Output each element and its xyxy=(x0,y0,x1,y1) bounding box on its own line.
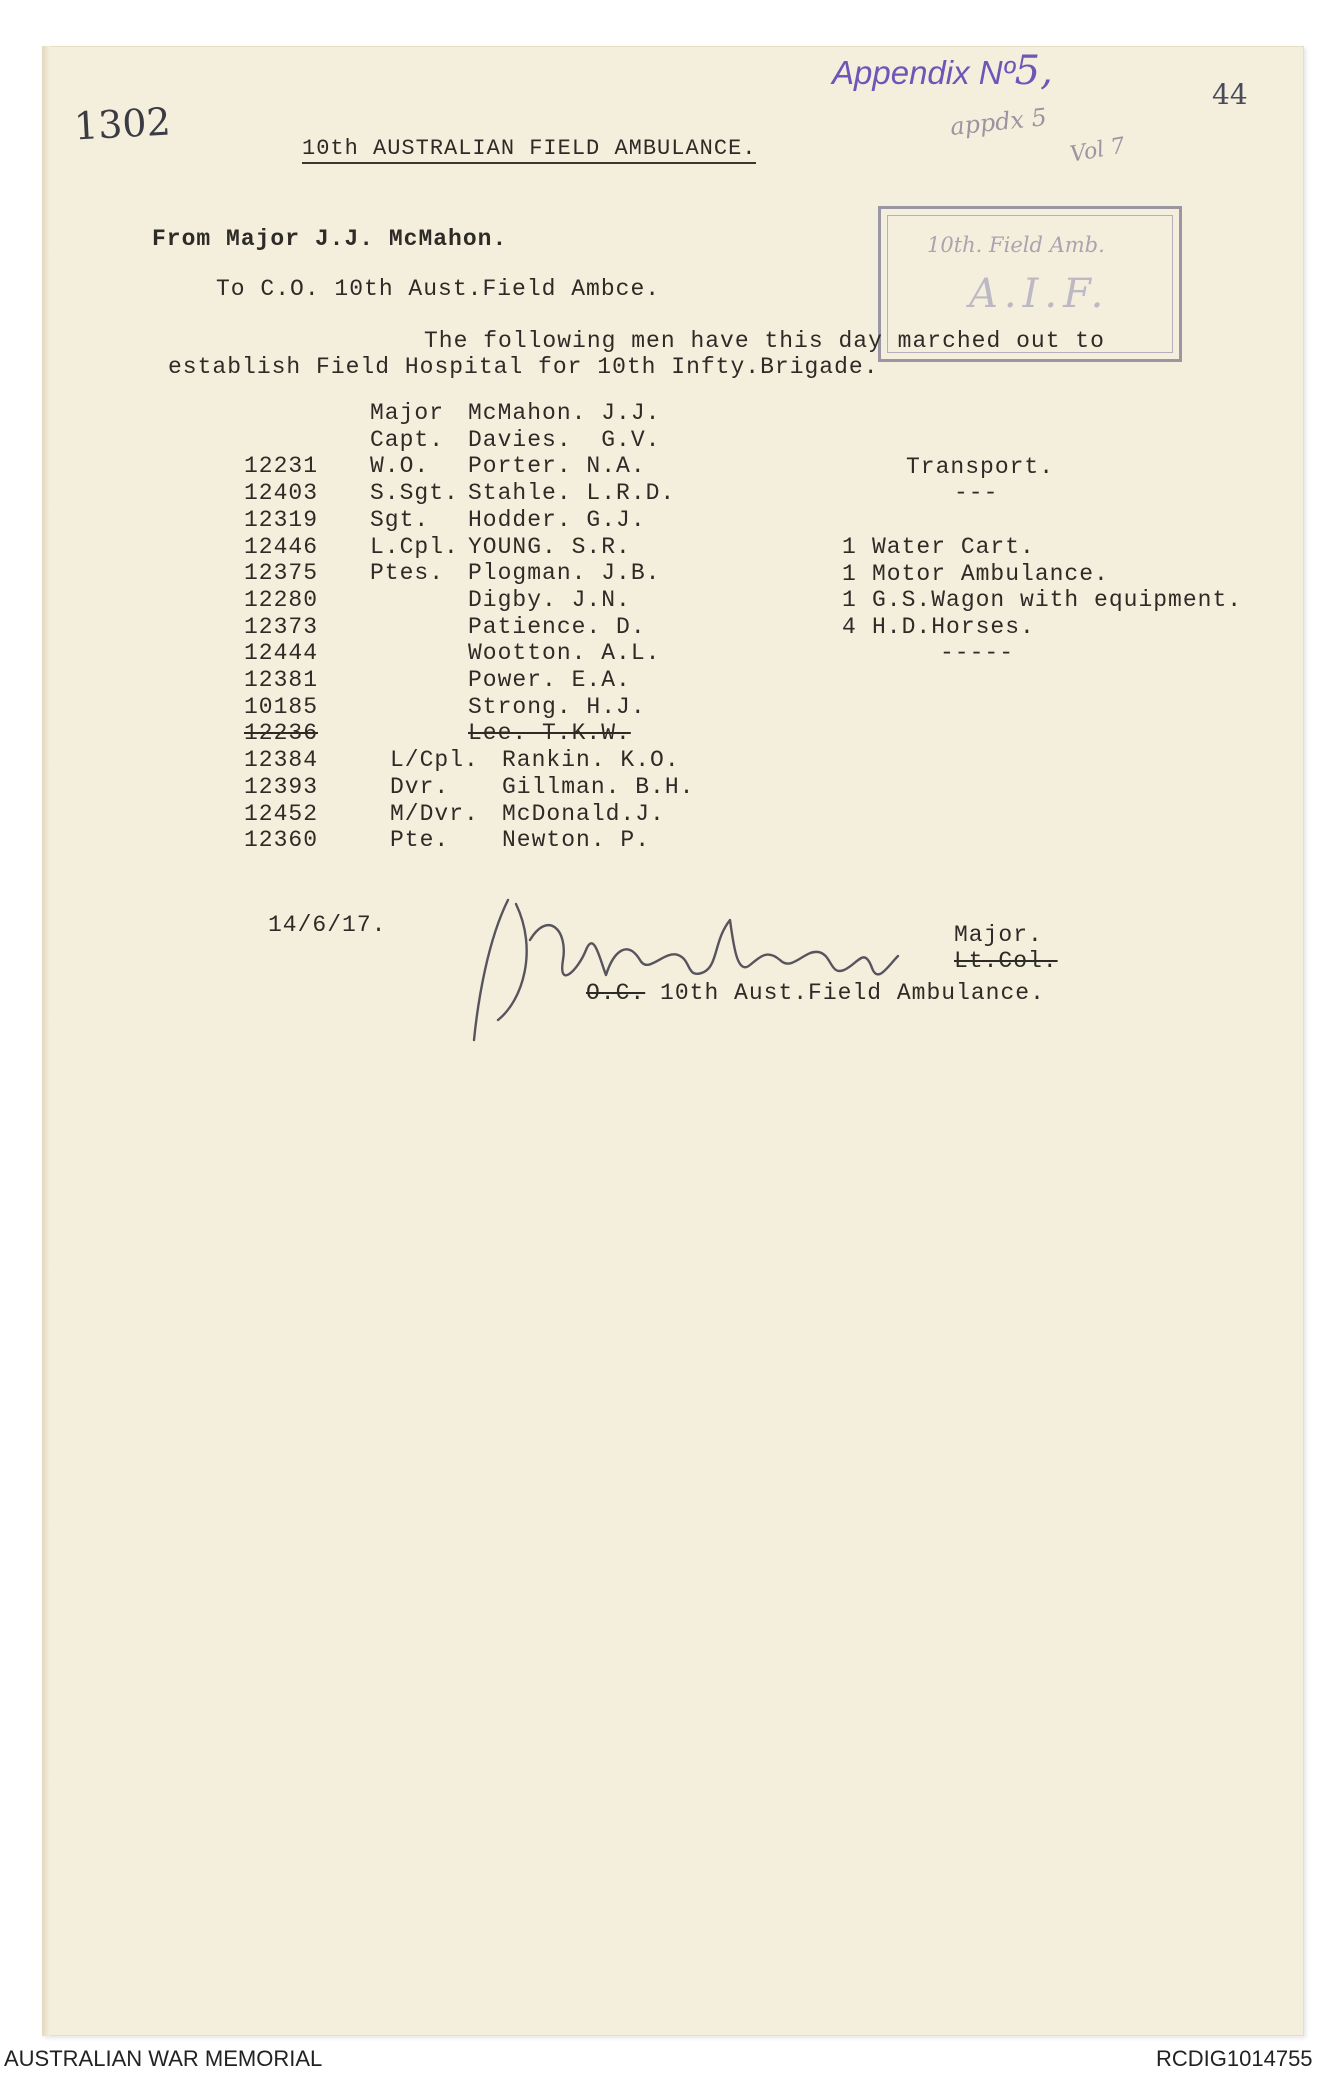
personnel-name: Rankin. K.O. xyxy=(502,747,680,773)
transport-quantity: 4 xyxy=(842,614,857,640)
signature-unit: 10th Aust.Field Ambulance. xyxy=(660,980,1045,1006)
personnel-rank: W.O. xyxy=(370,453,430,479)
page-number: 44 xyxy=(1212,78,1248,111)
personnel-number: 12446 xyxy=(244,534,319,560)
personnel-rank: Ptes. xyxy=(370,560,445,586)
personnel-name: Newton. P. xyxy=(502,827,651,853)
personnel-rank: Major xyxy=(370,400,445,426)
signature-struck-rank: Lt.Col. xyxy=(954,948,1058,974)
personnel-name: Strong. H.J. xyxy=(468,694,646,720)
personnel-number: 12375 xyxy=(244,560,319,586)
transport-quantity: 1 xyxy=(842,534,857,560)
to-line: To C.O. 10th Aust.Field Ambce. xyxy=(216,276,661,302)
personnel-number: 12381 xyxy=(244,667,319,693)
personnel-number: 12319 xyxy=(244,507,319,533)
document-heading: 10th AUSTRALIAN FIELD AMBULANCE. xyxy=(302,136,756,164)
personnel-name: McMahon. J.J. xyxy=(468,400,661,426)
transport-underline: --- xyxy=(954,480,999,506)
signature-scrawl xyxy=(468,880,938,1050)
personnel-name: Stahle. L.R.D. xyxy=(468,480,676,506)
transport-closing: ----- xyxy=(940,640,1015,666)
personnel-number: 10185 xyxy=(244,694,319,720)
appendix-stamp xyxy=(832,48,1053,94)
body-line-1: The following men have this day marched out to xyxy=(424,328,1105,354)
personnel-number: 12236 xyxy=(244,720,319,746)
body-line-2: establish Field Hospital for 10th Infty.Brigade. xyxy=(168,354,879,380)
from-line: From Major J.J. McMahon. xyxy=(152,226,508,252)
appendix-stamp-prefix: Appendix Nº xyxy=(832,54,1015,91)
page-edge xyxy=(42,46,50,2036)
pencil-note-volume: Vol 7 xyxy=(1068,133,1127,168)
personnel-rank: L.Cpl. xyxy=(370,534,459,560)
signature-unit-line xyxy=(586,980,1045,1006)
transport-item: Water Cart. xyxy=(872,534,1035,560)
personnel-number: 12231 xyxy=(244,453,319,479)
personnel-rank: L/Cpl. xyxy=(390,747,479,773)
transport-title: Transport. xyxy=(906,454,1055,480)
transport-quantity: 1 xyxy=(842,587,857,613)
personnel-name: Power. E.A. xyxy=(468,667,631,693)
folio-number: 1302 xyxy=(72,99,172,149)
footer-reference-id: RCDIG1014755 xyxy=(1156,2046,1313,2071)
date: 14/6/17. xyxy=(268,912,387,938)
personnel-name: Davies. G.V. xyxy=(468,427,661,453)
personnel-number: 12403 xyxy=(244,480,319,506)
personnel-number: 12384 xyxy=(244,747,319,773)
personnel-name: Hodder. G.J. xyxy=(468,507,646,533)
personnel-number: 12444 xyxy=(244,640,319,666)
appendix-number: 5, xyxy=(1014,48,1053,94)
transport-item: Motor Ambulance. xyxy=(872,561,1109,587)
personnel-name: Patience. D. xyxy=(468,614,646,640)
personnel-name: Gillman. B.H. xyxy=(502,774,695,800)
personnel-number: 12452 xyxy=(244,801,319,827)
personnel-name: Porter. N.A. xyxy=(468,453,646,479)
footer-institution: AUSTRALIAN WAR MEMORIAL xyxy=(4,2046,323,2071)
box-stamp-unit: 10th. Field Amb. xyxy=(927,233,1105,257)
box-stamp-aif: A.I.F. xyxy=(969,271,1110,317)
personnel-name: Wootton. A.L. xyxy=(468,640,661,666)
personnel-rank: S.Sgt. xyxy=(370,480,459,506)
personnel-number: 12280 xyxy=(244,587,319,613)
transport-quantity: 1 xyxy=(842,561,857,587)
pencil-note-appendix: appdx 5 xyxy=(948,103,1049,141)
transport-item: G.S.Wagon with equipment. xyxy=(872,587,1243,613)
personnel-name: McDonald.J. xyxy=(502,801,665,827)
personnel-rank: Pte. xyxy=(390,827,450,853)
personnel-name: Lee. T.K.W. xyxy=(468,720,631,746)
personnel-number: 12360 xyxy=(244,827,319,853)
signature-struck-prefix: O.C. xyxy=(586,980,646,1006)
signature-rank: Major. xyxy=(954,922,1043,948)
personnel-name: YOUNG. S.R. xyxy=(468,534,631,560)
personnel-number: 12373 xyxy=(244,614,319,640)
personnel-rank: Dvr. xyxy=(390,774,450,800)
personnel-rank: Capt. xyxy=(370,427,445,453)
personnel-number: 12393 xyxy=(244,774,319,800)
transport-item: H.D.Horses. xyxy=(872,614,1035,640)
personnel-name: Digby. J.N. xyxy=(468,587,631,613)
personnel-name: Plogman. J.B. xyxy=(468,560,661,586)
personnel-rank: Sgt. xyxy=(370,507,430,533)
personnel-rank: M/Dvr. xyxy=(390,801,479,827)
